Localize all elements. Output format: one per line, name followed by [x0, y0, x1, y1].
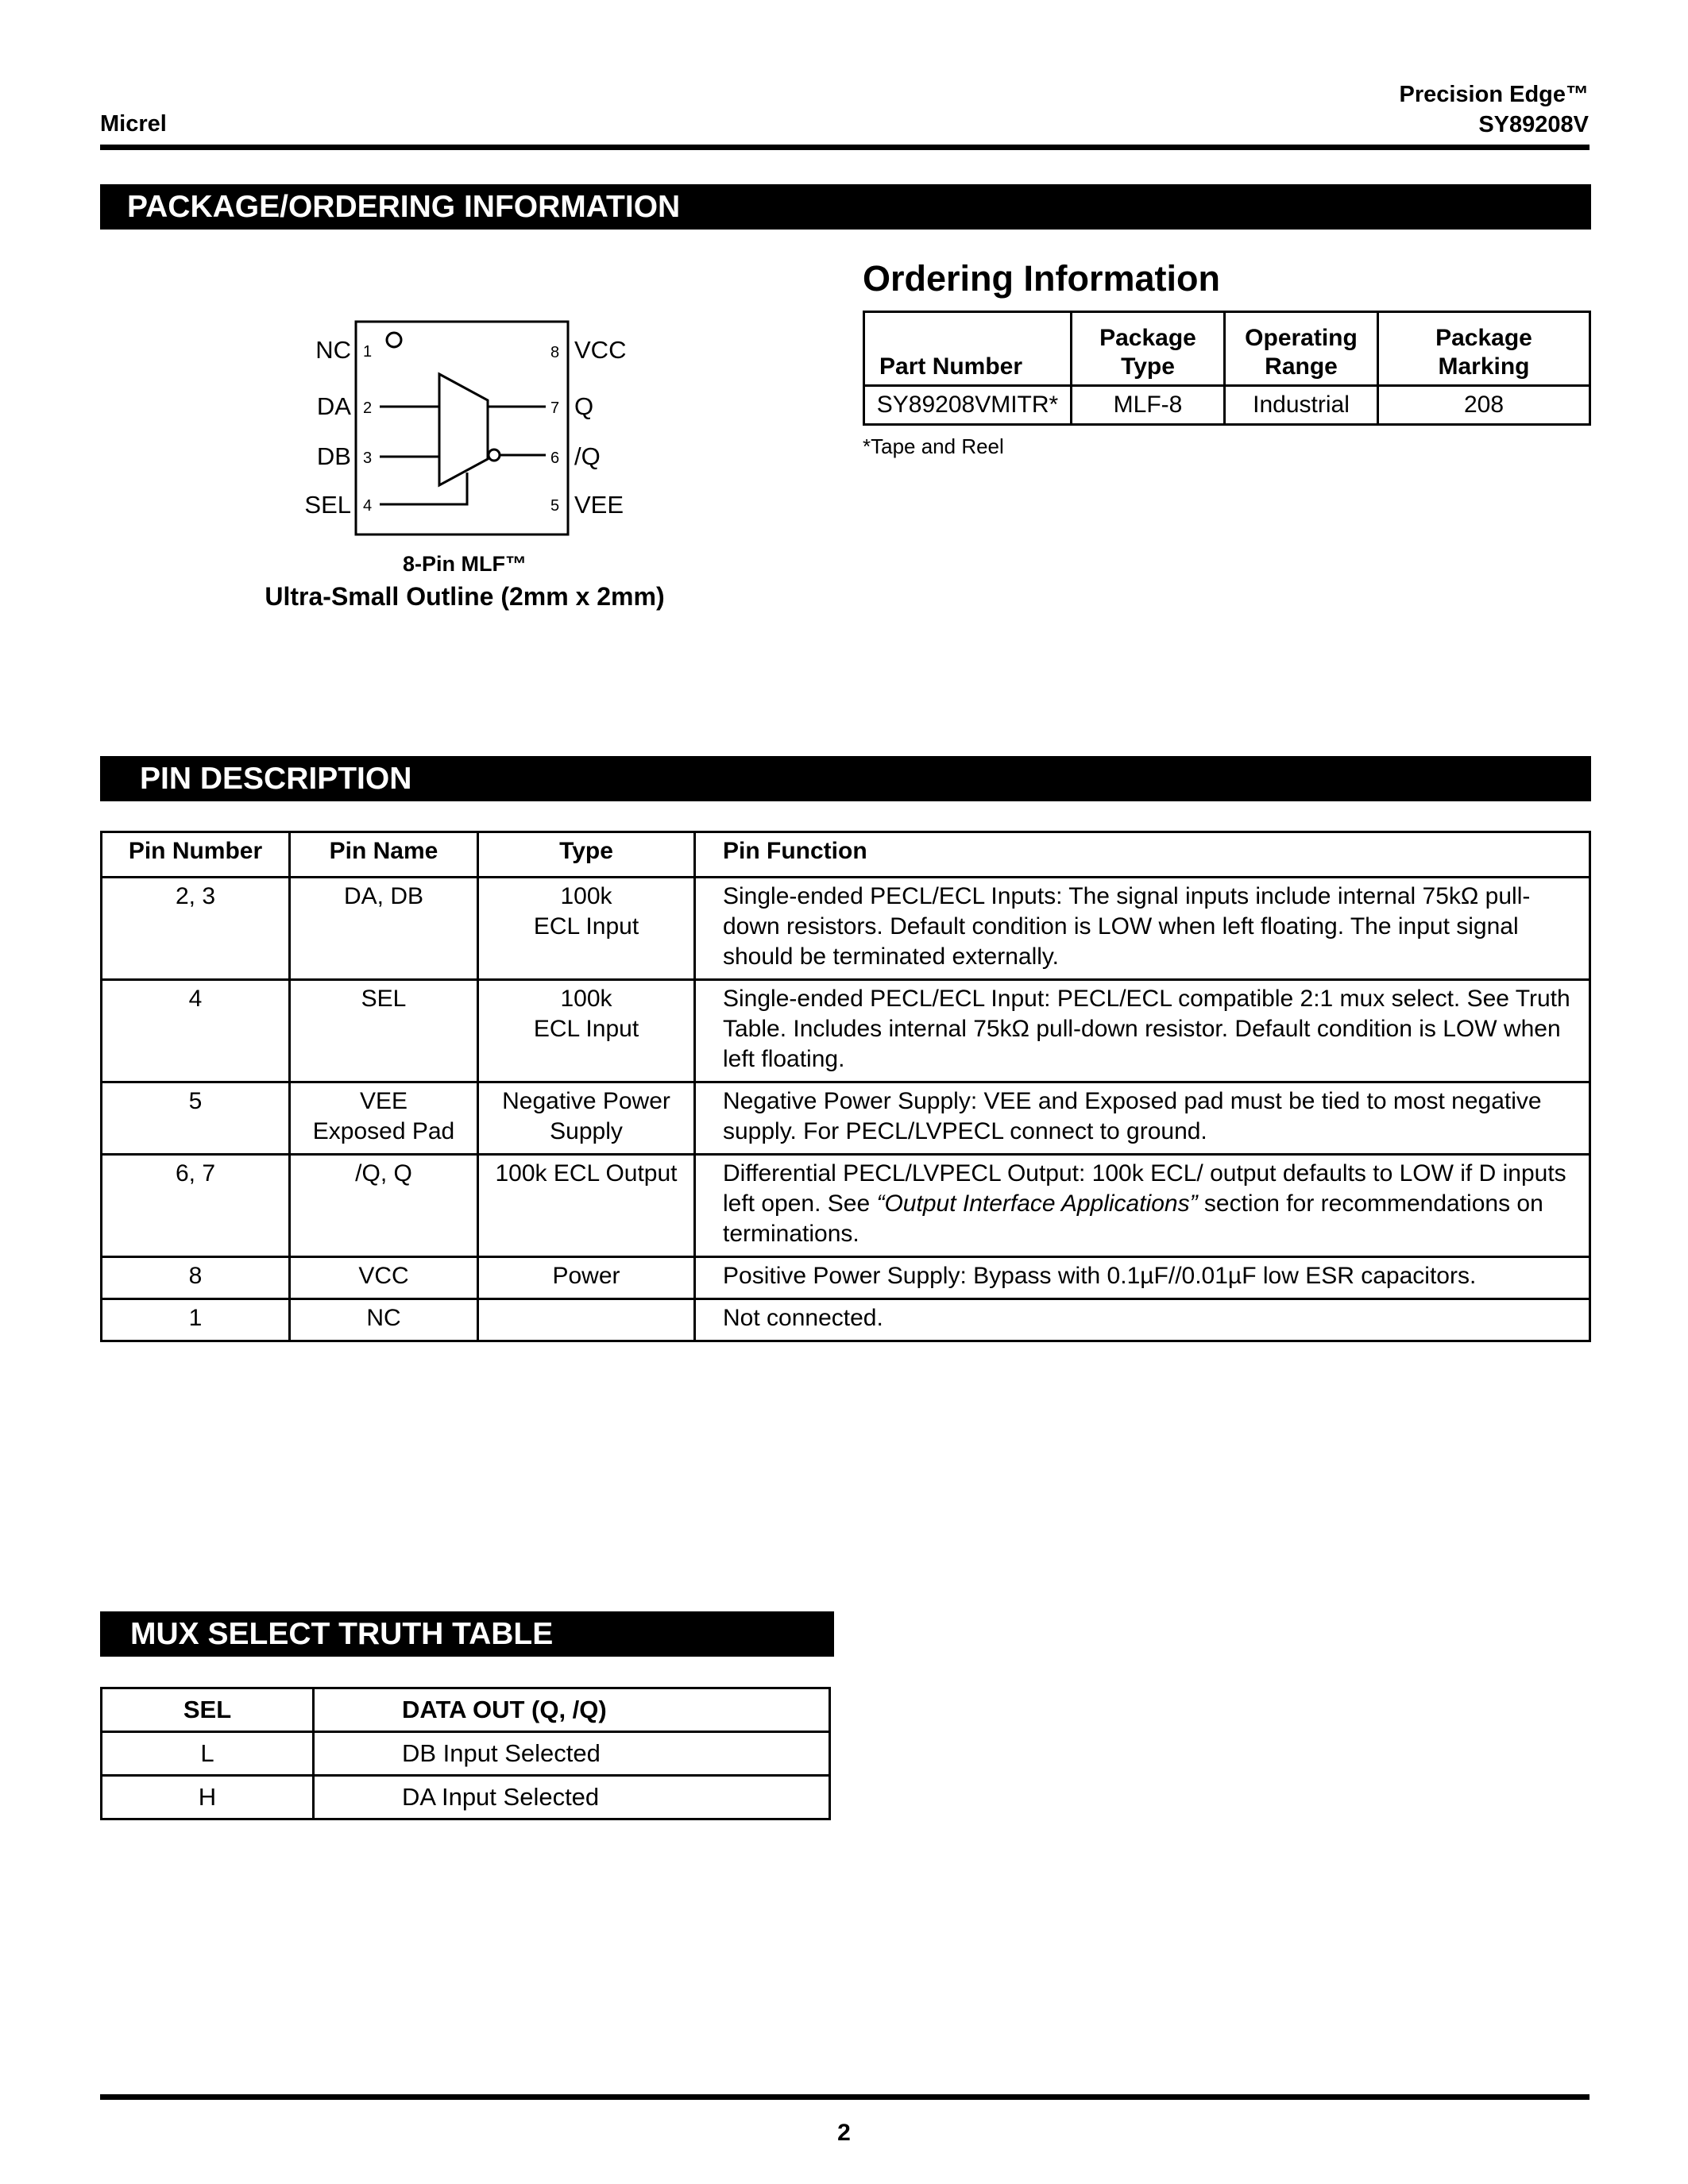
truth-header-sel: SEL [102, 1688, 314, 1732]
ordering-header-package-type: Package Type [1072, 312, 1225, 386]
table-row [102, 1299, 1590, 1341]
pin-type-cell: Negative Power Supply [478, 1082, 695, 1155]
pin-function-cell: Negative Power Supply: VEE and Exposed pad must be tied to most negative supply. For PECL/LVPECL connect to ground. [695, 1082, 1590, 1155]
ordering-header-row [864, 312, 1590, 386]
pin-num-5: 5 [550, 497, 560, 515]
header-product [1399, 79, 1589, 140]
ordering-package-type: MLF-8 [1072, 386, 1225, 425]
table-row [102, 1776, 830, 1819]
truth-header-data-out: DATA OUT (Q, /Q) [314, 1688, 830, 1732]
pin-name-vee: VEE [574, 491, 624, 519]
section-pin-description-title: PIN DESCRIPTION [140, 762, 412, 796]
pin-type-cell: 100k ECL Output [478, 1155, 695, 1257]
section-truth-table [100, 1611, 834, 1657]
pin-num-6: 6 [550, 450, 560, 467]
truth-data-out-cell: DA Input Selected [314, 1776, 830, 1819]
part-number-header: SY89208V [1478, 112, 1589, 137]
truth-table [100, 1687, 831, 1820]
pinout-caption-outline: Ultra-Small Outline (2mm x 2mm) [265, 582, 665, 611]
pin-num-4: 4 [363, 497, 373, 515]
ordering-header-package-marking: Package Marking [1378, 312, 1590, 386]
pin-function-cell: Single-ended PECL/ECL Input: PECL/ECL compatible 2:1 mux select. See Truth Table. Includes internal 75kΩ pull-down resistor. Default condition is LOW when left floating. [695, 980, 1590, 1082]
pin-number-cell: 5 [102, 1082, 290, 1155]
pin-table-header-row [102, 832, 1590, 878]
pin-header-type: Type [478, 832, 695, 878]
company-name: Micrel [100, 111, 167, 137]
table-row [102, 1257, 1590, 1299]
pin-num-3: 3 [363, 450, 373, 467]
output-interface-reference: “Output Interface Applications” [876, 1190, 1198, 1217]
pin-num-1: 1 [363, 343, 373, 361]
page-number: 2 [837, 2120, 851, 2146]
section-package-ordering [100, 184, 1591, 230]
ordering-row [864, 386, 1590, 425]
section-pin-description [100, 756, 1591, 801]
pin-num-8: 8 [550, 344, 560, 361]
pin-number-cell: 8 [102, 1257, 290, 1299]
section-truth-table-title: MUX SELECT TRUTH TABLE [130, 1617, 554, 1651]
truth-table-header-row [102, 1688, 830, 1732]
ordering-title: Ordering Information [863, 258, 1220, 299]
pin-name-qbar: /Q [574, 442, 601, 470]
pin-function-cell: Single-ended PECL/ECL Inputs: The signal inputs include internal 75kΩ pull-down resistors. Default condition is LOW when left floating. The input signal should be terminated externally. [695, 878, 1590, 980]
ordering-header-part: Part Number [864, 312, 1072, 386]
product-family: Precision Edge™ [1399, 82, 1589, 107]
inversion-bubble [489, 450, 500, 461]
pin-header-name: Pin Name [290, 832, 478, 878]
pin-type-cell: Power [478, 1257, 695, 1299]
truth-sel-cell: L [102, 1732, 314, 1776]
pin-name-nc: NC [315, 336, 351, 364]
pin-type-cell: 100k ECL Input [478, 878, 695, 980]
pin-num-2: 2 [363, 399, 373, 417]
mux-symbol [439, 374, 488, 485]
pin-name-da: DA [316, 392, 351, 420]
pin-header-number: Pin Number [102, 832, 290, 878]
pin-type-cell [478, 1299, 695, 1341]
table-row [102, 1732, 830, 1776]
table-row [102, 1155, 1590, 1257]
pin-function-cell: Differential PECL/LVPECL Output: 100k ECL/ output defaults to LOW if D inputs left open. See “Output Interface Applications” section for recommendations on terminations. [695, 1155, 1590, 1257]
pin-description-table [100, 831, 1591, 1342]
ordering-table [863, 311, 1591, 426]
pinout-caption-package: 8-Pin MLF™ [403, 552, 527, 576]
pin-header-function: Pin Function [695, 832, 1590, 878]
header-rule [100, 145, 1590, 150]
pin-name-vcc: VCC [574, 336, 627, 364]
table-row [102, 878, 1590, 980]
pin-name-cell: NC [290, 1299, 478, 1341]
ordering-note: *Tape and Reel [863, 434, 1004, 458]
pin-num-7: 7 [550, 399, 560, 417]
pin-name-cell: /Q, Q [290, 1155, 478, 1257]
pin-name-cell: SEL [290, 980, 478, 1082]
pinout-diagram [286, 314, 667, 552]
truth-sel-cell: H [102, 1776, 314, 1819]
pin-number-cell: 6, 7 [102, 1155, 290, 1257]
pin-name-cell: VCC [290, 1257, 478, 1299]
ordering-package-marking: 208 [1378, 386, 1590, 425]
pin-function-cell: Not connected. [695, 1299, 1590, 1341]
section-package-title: PACKAGE/ORDERING INFORMATION [127, 190, 681, 224]
pin-name-sel: SEL [304, 491, 351, 519]
package-outline [356, 322, 568, 534]
footer-rule [100, 2094, 1590, 2100]
pin-function-cell: Positive Power Supply: Bypass with 0.1µF//0.01µF low ESR capacitors. [695, 1257, 1590, 1299]
pin-name-cell: DA, DB [290, 878, 478, 980]
pin-number-cell: 2, 3 [102, 878, 290, 980]
ordering-header-operating-range: Operating Range [1225, 312, 1378, 386]
pin-type-cell: 100k ECL Input [478, 980, 695, 1082]
truth-data-out-cell: DB Input Selected [314, 1732, 830, 1776]
table-row [102, 1082, 1590, 1155]
pin1-marker [387, 333, 401, 347]
pin-name-q: Q [574, 392, 594, 420]
pin-number-cell: 4 [102, 980, 290, 1082]
table-row [102, 980, 1590, 1082]
pin-name-cell: VEE Exposed Pad [290, 1082, 478, 1155]
ordering-operating-range: Industrial [1225, 386, 1378, 425]
pin-number-cell: 1 [102, 1299, 290, 1341]
ordering-part-number: SY89208VMITR* [864, 386, 1072, 425]
pin-name-db: DB [316, 442, 351, 470]
